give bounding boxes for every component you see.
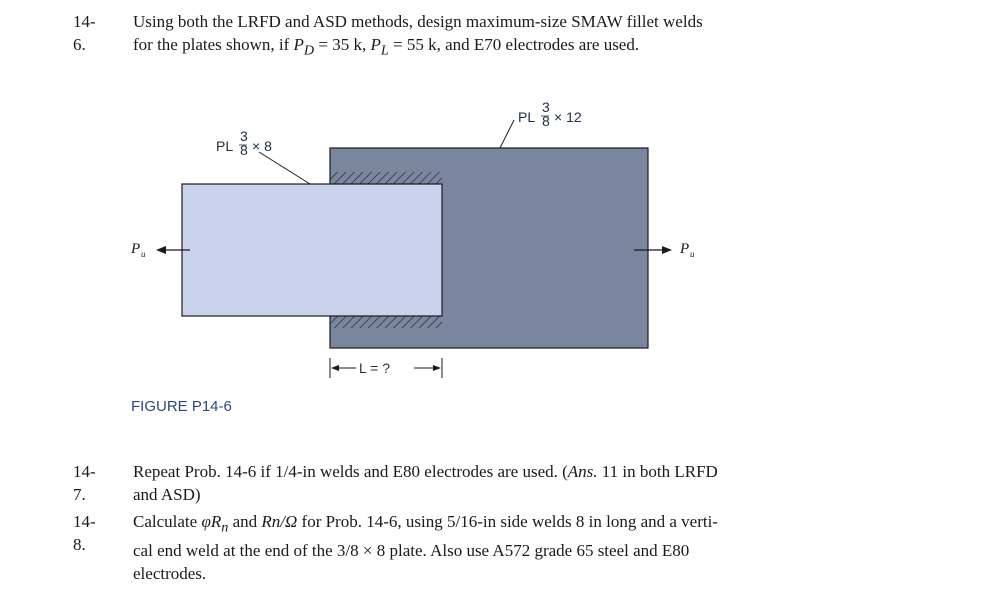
problem-text xyxy=(133,510,718,585)
fraction-denominator: 8 xyxy=(542,113,550,129)
small-plate xyxy=(182,184,442,316)
problem-line: cal end weld at the end of the 3/8 × 8 plate. Also use A572 grade 65 steel and E80 xyxy=(133,541,690,561)
load-symbol: P xyxy=(680,241,690,257)
fraction-denominator: 8 xyxy=(240,142,248,158)
bottom-fillet-weld xyxy=(330,316,442,328)
plate-size-text: × 12 xyxy=(554,109,582,125)
large-plate-label xyxy=(518,99,582,129)
arrow-right-icon xyxy=(662,246,672,254)
plate-label-text: PL xyxy=(518,109,536,125)
plate-label-text: PL xyxy=(216,138,234,154)
length-label: L = ? xyxy=(359,360,391,376)
load-subscript: u xyxy=(141,249,146,259)
top-fillet-weld xyxy=(330,172,442,184)
left-load-arrow xyxy=(130,241,190,259)
problem-line: and ASD) xyxy=(133,485,201,504)
fraction-numerator: 3 xyxy=(240,128,248,144)
problem-number: 14-8. xyxy=(73,512,96,554)
large-plate-leader xyxy=(500,120,514,148)
problem-text xyxy=(133,460,718,506)
fraction-numerator: 3 xyxy=(542,99,550,115)
length-dimension xyxy=(330,358,442,378)
small-plate-label xyxy=(216,128,272,158)
arrow-right-icon xyxy=(433,365,441,371)
problem-line: electrodes. xyxy=(133,564,207,584)
load-subscript: u xyxy=(690,249,695,259)
small-plate-leader xyxy=(259,152,310,184)
arrow-left-icon xyxy=(156,246,166,254)
problem-line: Using both the LRFD and ASD methods, design maximum-size SMAW fillet welds xyxy=(133,12,703,31)
problem-number: 14-7. xyxy=(73,462,96,504)
problem-line: for the plates shown, if $P_D = 35$ k, $P_L = 55$ k, and E70 electrodes are used. xyxy=(133,35,640,59)
arrow-left-icon xyxy=(331,365,339,371)
problem-line: Repeat Prob. 14-6 if 1/4-in welds and E80 electrodes are used. (Ans. 11 in both LRFD xyxy=(133,462,718,481)
problem-line: Calculate $\varphi R_n$ and Rn/Ω for Prob. 14-6, using 5/16-in side welds 8 in long and a verti- xyxy=(133,512,718,536)
problem-number: 14-6. xyxy=(73,12,96,54)
load-symbol: P xyxy=(131,241,141,257)
plate-size-text: × 8 xyxy=(252,138,272,154)
figure-caption: FIGURE P14-6 xyxy=(131,398,232,415)
